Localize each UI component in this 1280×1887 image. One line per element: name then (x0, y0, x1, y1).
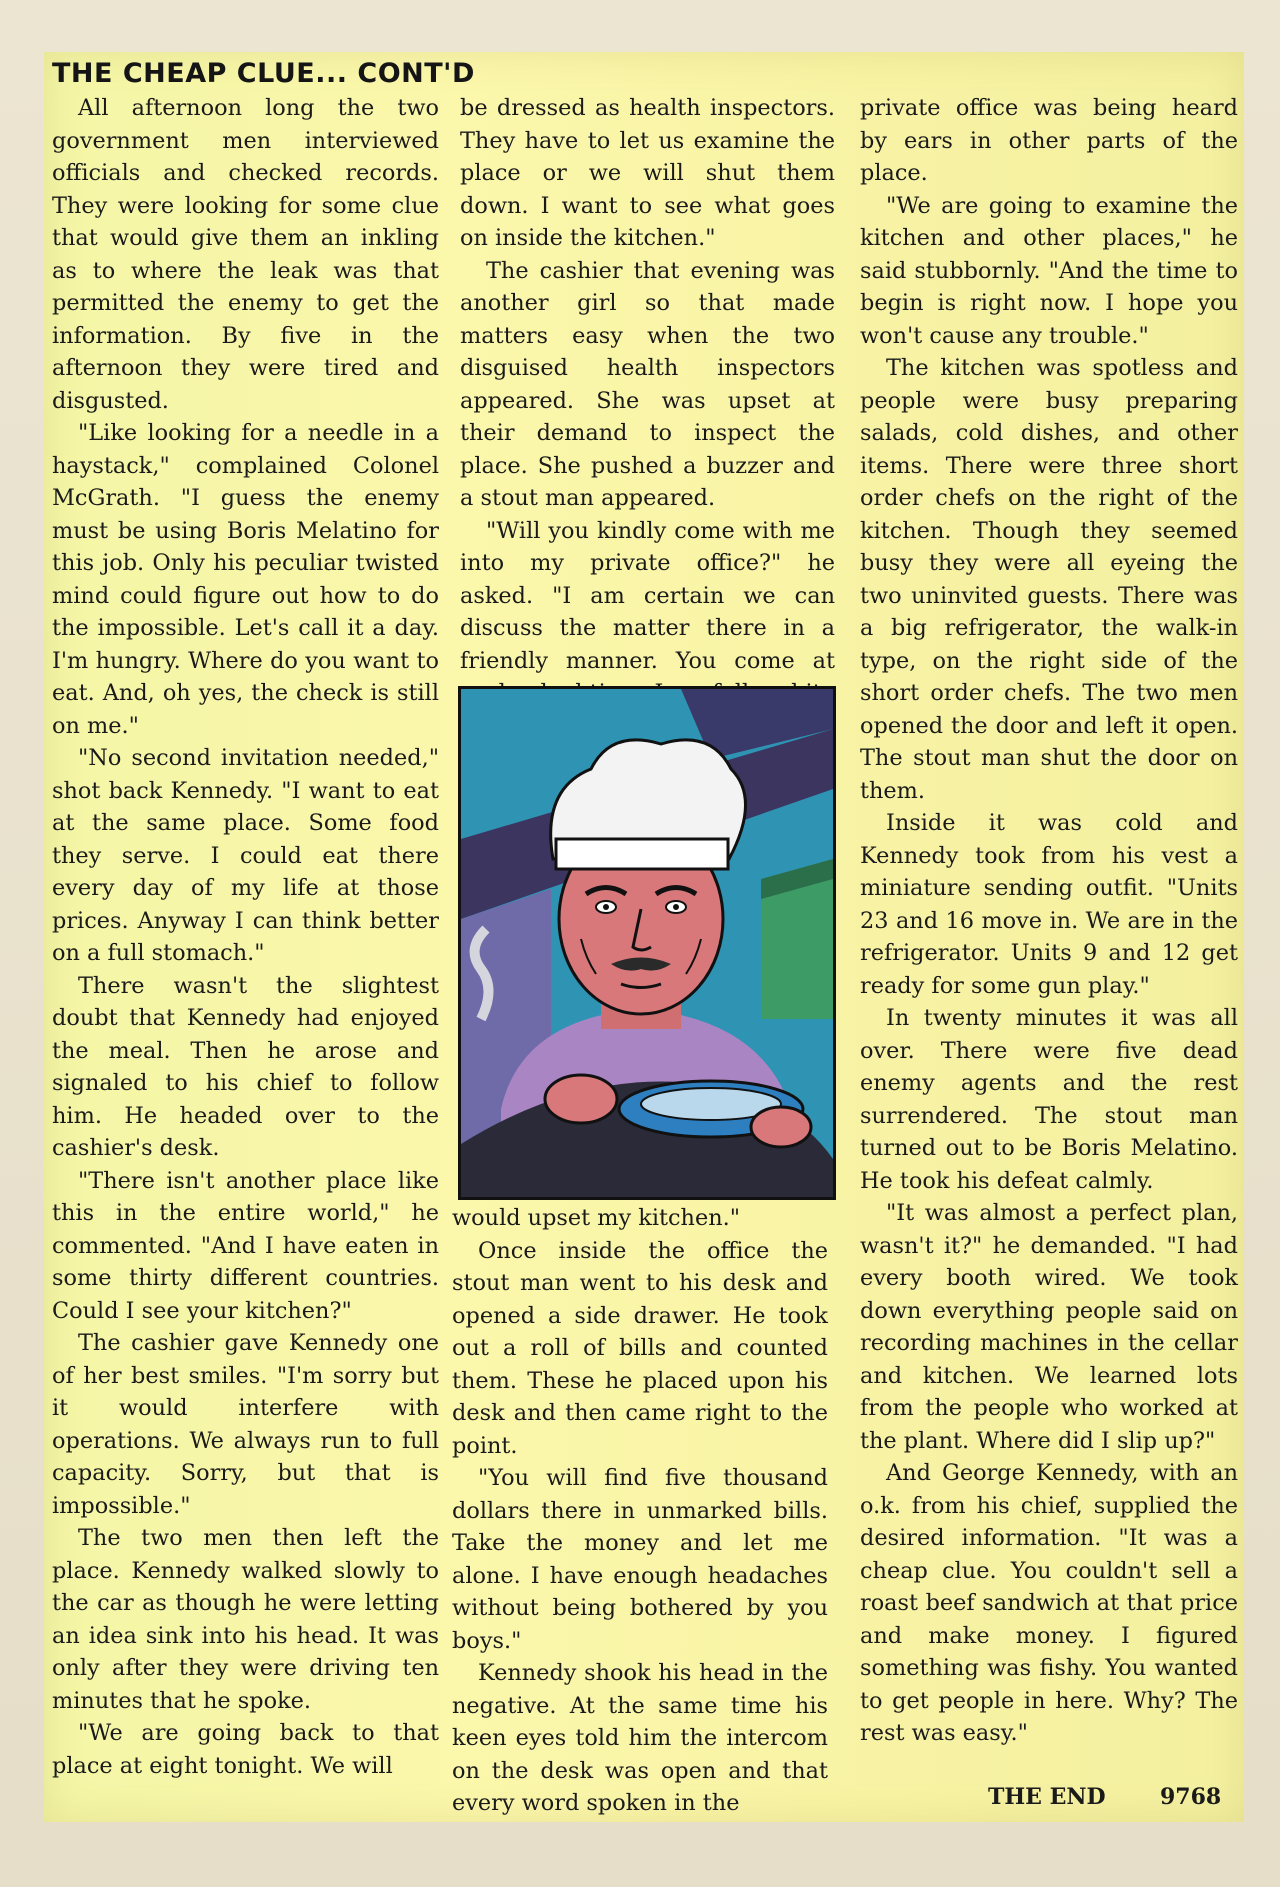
job-code: 9768 (1160, 1784, 1222, 1810)
paragraph: "We are going back to that place at eight tonight. We will (52, 1720, 439, 1779)
paragraph: "Like looking for a needle in a haystack," complained Colonel McGrath. "I guess the enemy must be using Boris Melatino for this job. Only his peculiar twisted mind could figure out how to do the impossible. Let's call it a day. I'm hungry. Where do you want to eat. And, oh yes, the check is still on me." (52, 420, 439, 739)
text-column-1 (52, 92, 439, 1782)
paragraph: "There isn't another place like this in the entire world," he commented. "And I have eaten in some thirty different countries. Could I see your kitchen?" (52, 1167, 439, 1324)
paragraph: And George Kennedy, with an o.k. from his chief, supplied the desired information. "It was a cheap clue. You couldn't sell a roast beef sandwich at that price and make money. I figured something was fishy. You wanted to get people in here. Why? The rest was easy." (860, 1460, 1238, 1746)
paragraph: In twenty minutes it was all over. There were five dead enemy agents and the rest surrendered. The stout man turned out to be Boris Melatino. He took his defeat calmly. (860, 1005, 1238, 1194)
text-column-3 (860, 92, 1238, 1750)
paragraph: All afternoon long the two government men interviewed officials and checked records. They were looking for some clue that would give them an inkling as to where the leak was that permitted the enemy to get the information. By five in the afternoon they were tired and disgusted. (52, 95, 439, 414)
the-end-label: THE END (988, 1784, 1106, 1810)
story-heading: THE CHEAP CLUE... CONT'D (52, 58, 475, 89)
paragraph: be dressed as health inspectors. They have to let us examine the place or we will shut them down. I want to see what goes on inside the kitchen." (460, 95, 835, 251)
paragraph: The cashier gave Kennedy one of her best smiles. "I'm sorry but it would interfere with operations. We always run to full capacity. Sorry, but that is impossible." (52, 1330, 439, 1519)
hand-left-shape (545, 1075, 617, 1123)
illustration-panel-chef (458, 686, 836, 1200)
paragraph: Inside it was cold and Kennedy took from his vest a miniature sending outfit. "Units 23 and 16 move in. We are in the refrigerator. Units 9 and 12 get ready for some gun play." (860, 810, 1238, 999)
paragraph: The cashier that evening was another girl so that made matters easy when the two disguised health inspectors appeared. She was upset at their demand to inspect the place. She pushed a buzzer and a stout man appeared. (460, 257, 835, 511)
paragraph: "It was almost a perfect plan, wasn't it?" he demanded. "I had every booth wired. We took down everything people said on recording machines in the cellar and kitchen. We learned lots from the people who worked at the plant. Where did I slip up?" (860, 1200, 1238, 1454)
paragraph: Kennedy shook his head in the negative. At the same time his keen eyes told him the intercom on the desk was open and that every word spoken in the (452, 1660, 828, 1816)
paragraph: private office was being heard by ears in other parts of the place. (860, 95, 1238, 186)
hand-right-shape (751, 1107, 811, 1147)
paragraph: "We are going to examine the kitchen and other places," he said stubbornly. "And the time to begin is right now. I hope you won't cause any trouble." (860, 192, 1238, 349)
text-column-2-top (460, 92, 835, 710)
paragraph: would upset my kitchen." (452, 1205, 741, 1231)
paragraph: There wasn't the slightest doubt that Kennedy had enjoyed the meal. Then he arose and signaled to his chief to follow him. He headed over to the cashier's desk. (52, 972, 439, 1161)
paragraph: "No second invitation needed," shot back Kennedy. "I want to eat at the same place. Some food they serve. I could eat there every day of my life at those prices. Anyway I can think better on a full stomach." (52, 745, 439, 966)
paragraph: Once inside the office the stout man went to his desk and opened a side drawer. He took out a roll of bills and counted them. These he placed upon his desk and then came right to the point. (452, 1237, 828, 1459)
text-column-2-bottom (452, 1202, 828, 1820)
paragraph: "You will find five thousand dollars there in unmarked bills. Take the money and let me alone. I have enough headaches without being bothered by you boys." (452, 1465, 828, 1654)
paragraph: The two men then left the place. Kennedy walked slowly to the car as though he were letting an idea sink into his head. It was only after they were driving ten minutes that he spoke. (52, 1525, 439, 1714)
paragraph: The kitchen was spotless and people were busy preparing salads, cold dishes, and other items. There were three short order chefs on the right of the kitchen. Though they seemed busy they were all eyeing the two uninvited guests. There was a big refrigerator, the walk-in type, on the right side of the short order chefs. The two men opened the door and left it open. The stout man shut the door on them. (860, 355, 1238, 804)
paragraph: "Will you kindly come with me into my private office?" he asked. "I am certain we can discuss the matter there in a friendly manner. You come at (460, 517, 835, 674)
